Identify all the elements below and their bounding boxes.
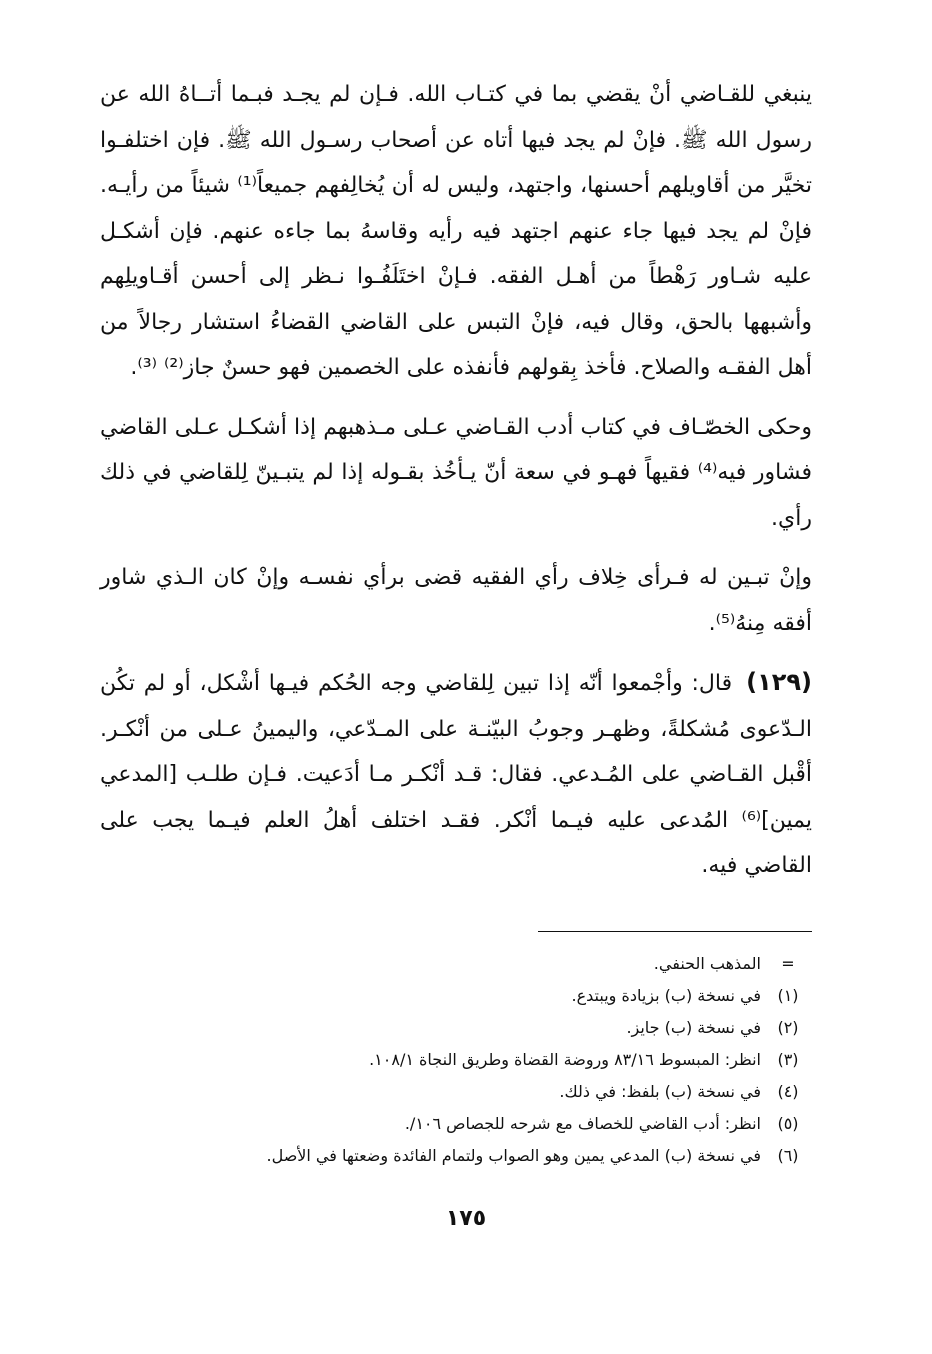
footnote-mark: (٤) — [777, 1082, 799, 1101]
footnote-mark: (١) — [777, 986, 799, 1005]
paragraph-number: (١٢٩) — [746, 668, 812, 696]
footnote-item — [130, 1108, 815, 1140]
paragraph-3: وإنْ تبـين له فـرأى خِلاف رأي الفقيه قضى برأي نفسـه وإنْ كان الـذي شاور أفقه مِنهُ⁽⁵⁾. — [100, 565, 812, 636]
footnote-text: في نسخة (ب) جايز. — [626, 1018, 761, 1037]
footnote-mark: (٥) — [777, 1114, 799, 1133]
footnote-text: المذهب الحنفي. — [653, 954, 761, 973]
footnote-item — [130, 948, 815, 980]
footnote-item — [130, 980, 815, 1012]
footnote-mark: (٦) — [777, 1146, 799, 1165]
footnote-item — [130, 1140, 815, 1172]
footnote-text: انظر: المبسوط ٨٣/١٦ وروضة القضاة وطريق النجاة ١٠٨/١. — [369, 1050, 761, 1069]
footnote-text: في نسخة (ب) بزيادة ويبتدع. — [571, 986, 761, 1005]
footnote-text: في نسخة (ب) بلفظ: في ذلك. — [559, 1082, 761, 1101]
paragraph-2: وحكى الخصّـاف في كتاب أدب القـاضي عـلى مـذهبهم إذا أشكـل عـلى القاضي فشاور فيه⁽⁴⁾ فقيهاً فهـو في سعة أنّ يـأخُذ بقـوله إذا لم يتبـينّ لِلقاضي في ذلك رأي. — [100, 414, 812, 531]
footnote-text: في نسخة (ب) المدعي يمين وهو الصواب ولتمام الفائدة وضعتها في الأصل. — [266, 1146, 761, 1165]
page-number: ١٧٥ — [445, 1206, 487, 1231]
footnote-mark: (٢) — [777, 1018, 799, 1037]
footnote-divider — [538, 931, 812, 932]
footnote-item — [130, 1076, 815, 1108]
footnote-item — [130, 1012, 815, 1044]
body-text — [100, 72, 812, 903]
footnote-item — [130, 1044, 815, 1076]
paragraph-1: ينبغي للقـاضي أنْ يقضي بما في كتـاب الله. فـإن لم يجـد فبـما أتــاهُ الله عن رسول الله ﷺ. فإنْ لم يجد فيها أتاه عن أصحاب رسـول الله ﷺ. فإن اختلفـوا تخيَّر من أقاويلهم أحسنها، واجتهد، وليس له أن يُخالِفهم جميعاً⁽¹⁾ شيئاً من رأيـه. فإنْ لم يجد فيها جاء عنهم اجتهد فيه رأيه وقاسهُ بما جاءه عنهم. فإن أشكـل عليه شـاور رَهْطاً من أهـل الفقه. فـإنْ اختَلَفُـوا نـظر إلى أحسن أقـاويلِهم وأشبهها بالحق، وقال فيه، فإنْ التبس على القاضي القضاءُ استشار رجالاً من أهل الفقـه والصلاح. فأخذ بِقولهم فأنفذه على الخصمين فهو حسنٌ جاز⁽²⁾ ⁽³⁾. — [100, 82, 812, 380]
footnote-mark: = — [781, 954, 795, 973]
paragraph-4 — [100, 660, 812, 889]
footnotes-list — [130, 948, 815, 1172]
footnote-mark: (٣) — [777, 1050, 799, 1069]
paragraph-4-text: قال: وأجْمعوا أنّه إذا تبين لِلقاضي وجه الحُكم فيـها أشْكل، أو لم تكُن الـدّعوى مُشكلةً، وظهـر وجوبُ البيّنـة على المـدّعي، واليمينُ عـلى من أنْكـر. أقْبل القـاضي على المُـدعي. فقال: قـد أنْكـر مـا أدَعيت. فـإن طلـب [المدعي يمين]⁽⁶⁾ المُدعى عليه فيـما أنْكر. فقـد اختلف أهلُ العلم فيـما يجب على القاضي فيه. — [100, 671, 812, 878]
footnote-text: انظر: أدب القاضي للخصاف مع شرحه للجصاص ١٠٦/. — [404, 1114, 761, 1133]
